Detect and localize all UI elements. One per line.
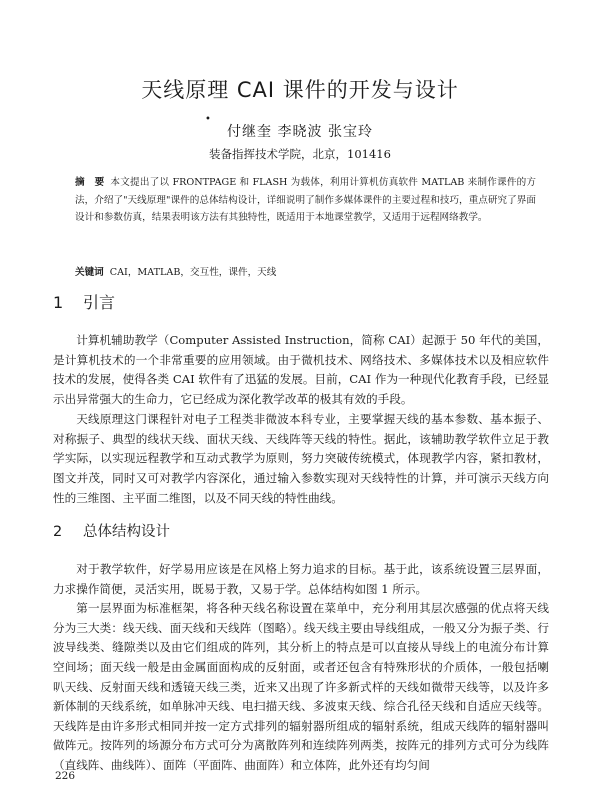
section-1-heading [53,290,115,313]
abstract [75,174,536,227]
paragraph: 天线原理这门课程针对电子工程类非微波本科专业，主要掌握天线的基本参数、基本振子、对称振子、典型的线状天线、面状天线、天线阵等天线的特性。据此，该辅助教学软件立足于教学实际，以实现远程教学和互动式教学为原则，努力突破传统模式，体现教学内容，紧扣教材，图文并茂，同时又可对教学内容深化，通过输入参数实现对天线特性的计算，并可演示天线方向性的三维图、主平面二维图，以及不同天线的特性曲线。 [53,411,549,505]
paragraph: 对于教学软件，好学易用应该是在风格上努力追求的目标。基于此，该系统设置三层界面，力求操作简便，灵活实用，既易于教，又易于学。总体结构如图 1 所示。 [53,562,549,596]
keywords-label: 关键词 [75,267,104,278]
section-2-title: 总体结构设计 [83,524,170,540]
section-2-heading [53,520,170,541]
abstract-text: 本文提出了以 FRONTPAGE 和 FLASH 为载体，利用计算机仿真软件 MATLAB 来制作课件的方法，介绍了"天线原理"课件的总体结构设计，详细说明了制作多媒体课件的主要过程和技巧，重点研究了界面设计和参数仿真，结果表明该方法有其独特性，既适用于本地课堂教学，又适用于远程网络教学。 [75,177,537,223]
paper-affiliation: 装备指挥技术学院，北京，101416 [209,147,391,161]
section-2-number: 2 [53,524,63,540]
keywords-text: CAI，MATLAB，交互性，课件，天线 [109,267,277,278]
paper-authors: 付继奎 李晓波 张宝玲 [227,124,373,140]
section-1-title: 引言 [83,293,116,312]
author-footnote-mark: • [205,114,211,125]
section-1-number: 1 [53,293,64,312]
page-number: 226 [55,770,76,782]
section-1-body [53,331,549,508]
abstract-label: 摘 要 [75,177,105,188]
section-2-body [53,560,549,776]
paper-title: 天线原理 CAI 课件的开发与设计 [141,78,459,102]
paragraph: 第一层界面为标准框架，将各种天线名称设置在菜单中，充分利用其层次感强的优点将天线分为三大类：线天线、面天线和天线阵（图略）。线天线主要由导线组成，一般又分为振子类、行波导线类、缝隙类以及由它们组成的阵列，其分析上的特点是可以直接从导线上的电流分布计算空间场；面天线一般是由金属面面构成的反射面，或者还包含有特殊形状的介质体，一般包括喇叭天线、反射面天线和透镜天线三类，近来又出现了许多新式样的天线如微带天线等，以及许多新体制的天线系统，如单脉冲天线、电扫描天线、多波束天线、综合孔径天线和自适应天线等。天线阵是由许多形式相同并按一定方式排列的辐射器所组成的辐射系统，组成天线阵的辐射器叫做阵元。按阵列的场源分布方式可分为离散阵列和连续阵列两类，按阵元的排列方式可分为线阵（直线阵、曲线阵）、面阵（平面阵、曲面阵）和立体阵，此外还有均匀间 [53,601,549,772]
keywords [75,264,536,278]
paragraph: 计算机辅助教学（Computer Assisted Instruction，简称 CAI）起源于 50 年代的美国，是计算机技术的一个非常重要的应用领域。由于微机技术、网络技术、多媒体技术以及相应软件技术的发展，使得各类 CAI 软件有了迅猛的发展。目前，CAI 作为一种现代化教育手段，已经显示出异常强大的生命力，它已经成为深化教学改革的极其有效的手段。 [53,333,549,407]
